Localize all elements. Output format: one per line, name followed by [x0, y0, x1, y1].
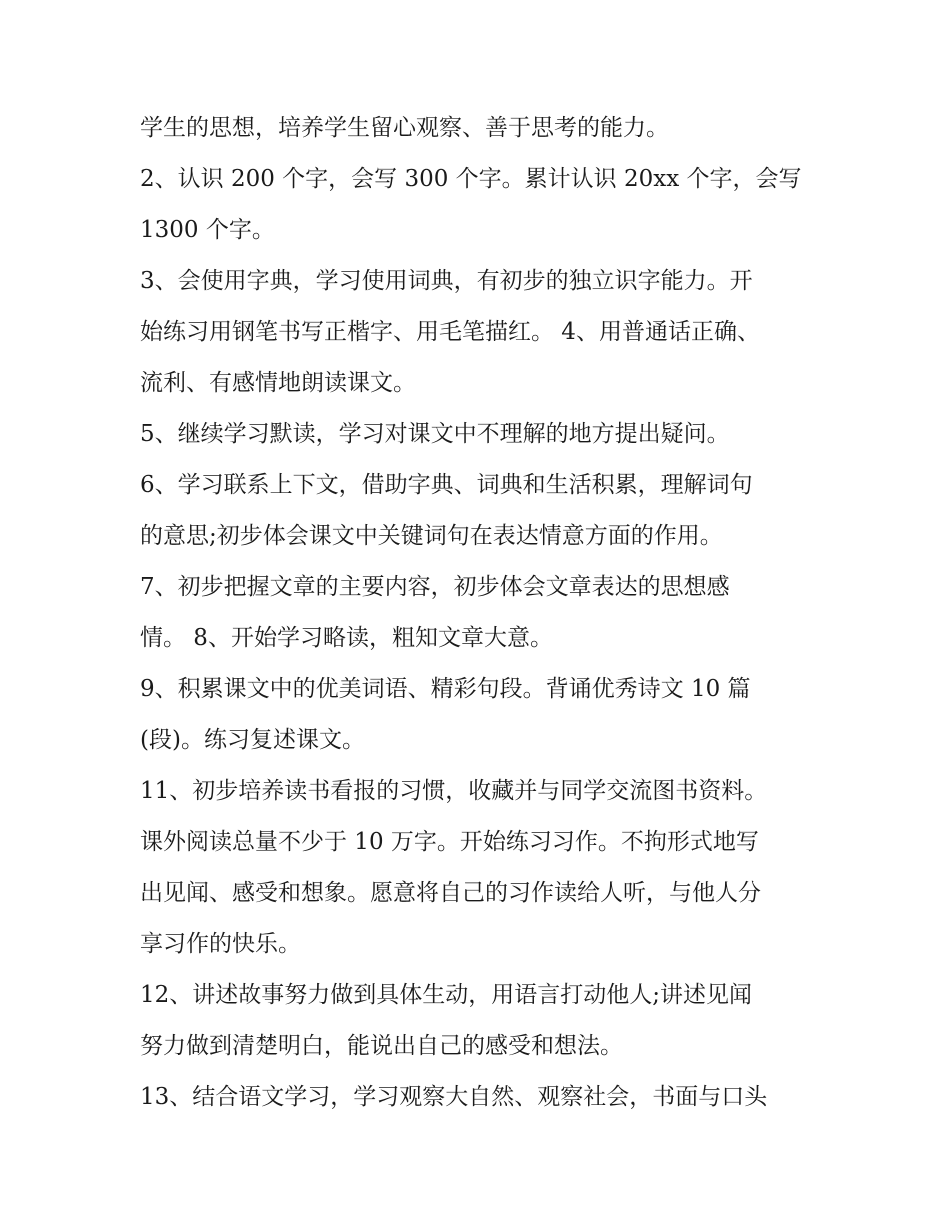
text-line: 情。 8、开始学习略读，粗知文章大意。 — [140, 625, 553, 651]
text-line: 3、会使用字典，学习使用词典，有初步的独立识字能力。开 — [140, 268, 753, 294]
text-line: 课外阅读总量不少于 10 万字。开始练习习作。不拘形式地写 — [140, 829, 759, 855]
text-line: 的意思;初步体会课文中关键词句在表达情意方面的作用。 — [140, 523, 723, 549]
text-line: (段)。练习复述课文。 — [140, 727, 365, 753]
text-line: 5、继续学习默读，学习对课文中不理解的地方提出疑问。 — [140, 421, 730, 447]
text-line: 12、讲述故事努力做到具体生动，用语言打动他人;讲述见闻 — [140, 982, 753, 1008]
text-line: 享习作的快乐。 — [140, 931, 301, 957]
text-line: 9、积累课文中的优美词语、精彩句段。背诵优秀诗文 10 篇 — [140, 676, 751, 702]
text-line: 6、学习联系上下文，借助字典、词典和生活积累，理解词句 — [140, 472, 753, 498]
text-line: 1300 个字。 — [140, 217, 275, 243]
text-line: 学生的思想，培养学生留心观察、善于思考的能力。 — [140, 115, 669, 141]
text-line: 流利、有感情地朗读课文。 — [140, 370, 416, 396]
text-line: 2、认识 200 个字，会写 300 个字。累计认识 20xx 个字，会写 — [140, 166, 802, 192]
text-line: 11、初步培养读书看报的习惯，收藏并与同学交流图书资料。 — [140, 778, 768, 804]
text-line: 13、结合语文学习，学习观察大自然、观察社会，书面与口头 — [140, 1084, 768, 1110]
text-line: 出见闻、感受和想象。愿意将自己的习作读给人听，与他人分 — [140, 880, 761, 906]
text-line: 7、初步把握文章的主要内容，初步体会文章表达的思想感 — [140, 574, 730, 600]
text-line: 努力做到清楚明白，能说出自己的感受和想法。 — [140, 1033, 623, 1059]
text-line: 始练习用钢笔书写正楷字、用毛笔描红。 4、用普通话正确、 — [140, 319, 760, 345]
